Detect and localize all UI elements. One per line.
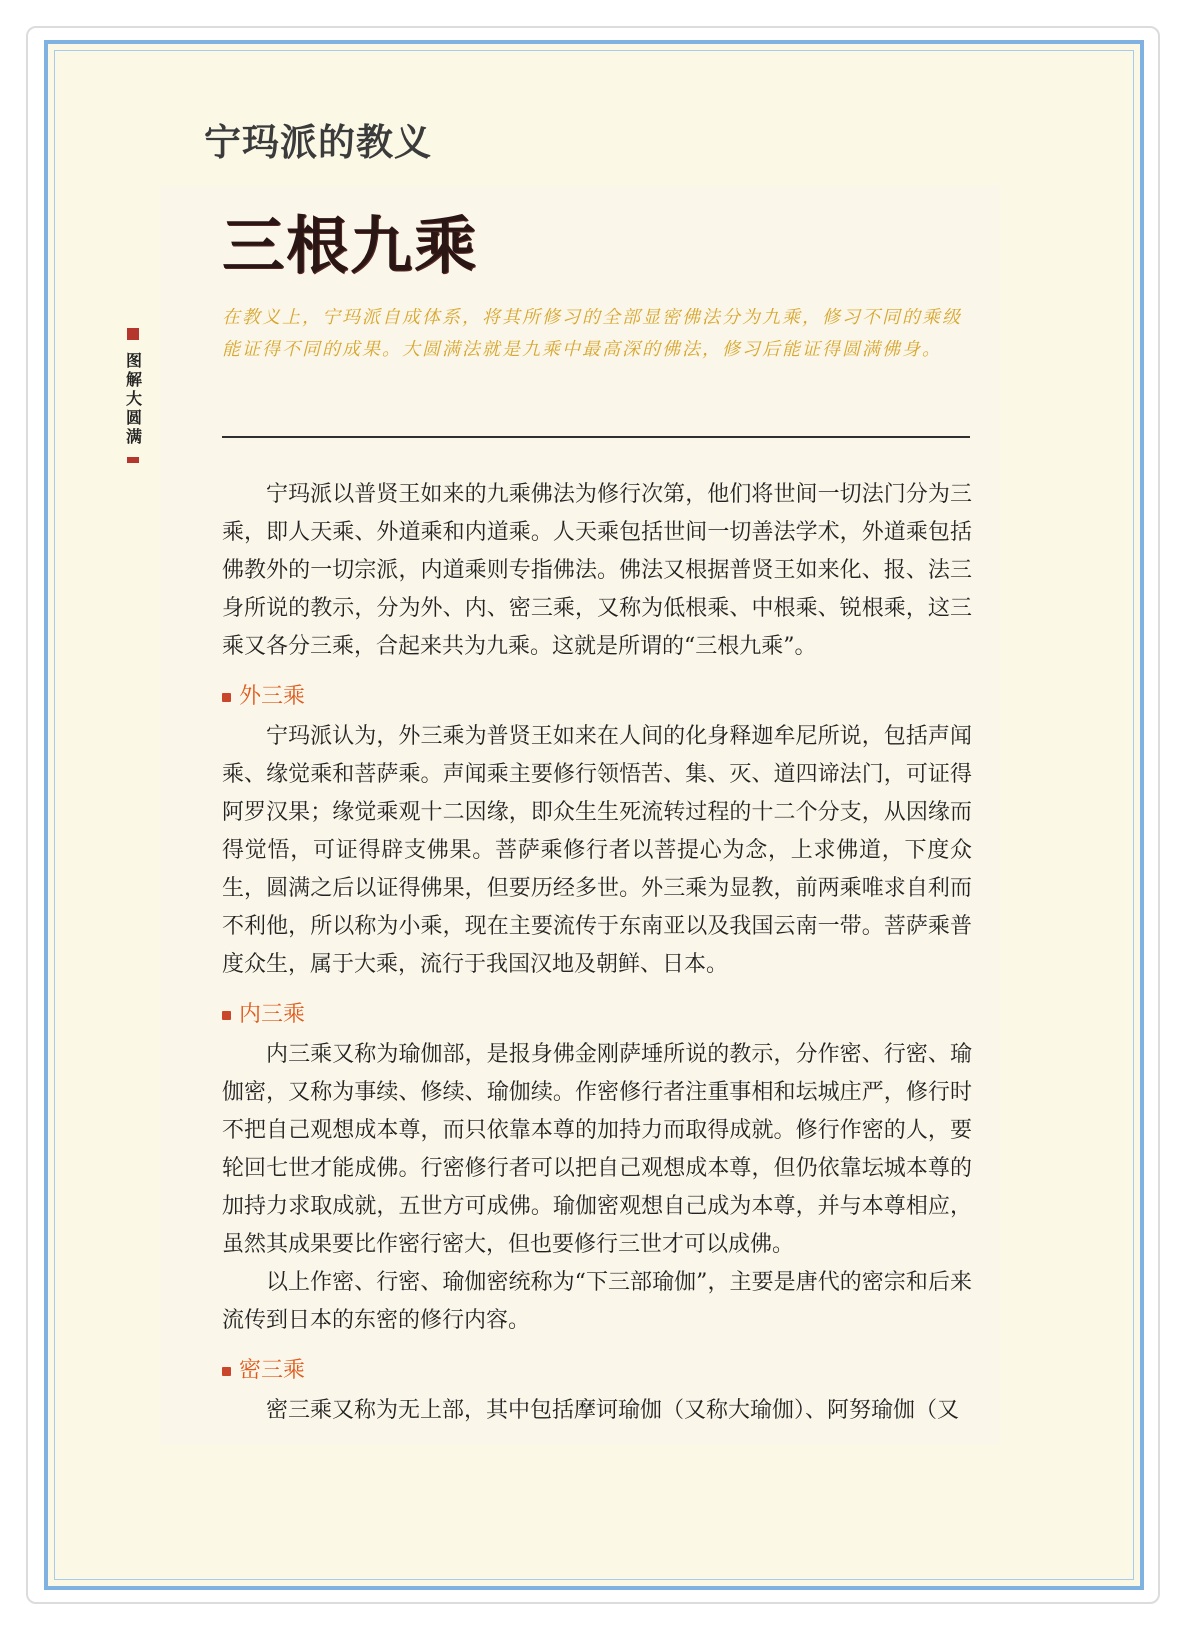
side-tab-end-icon: [127, 457, 139, 463]
section-heading-label: 外三乘: [239, 684, 306, 709]
body-content: [222, 476, 972, 1430]
square-bullet-icon: [222, 1367, 231, 1376]
section-heading-outer: [222, 680, 972, 714]
intro-summary: 在教义上，宁玛派自成体系，将其所修习的全部显密佛法分为九乘，修习不同的乘级能证得不同的成果。大圆满法就是九乘中最高深的佛法，修习后能证得圆满佛身。: [222, 307, 962, 360]
section-heading-label: 密三乘: [239, 1358, 306, 1383]
square-bullet-icon: [222, 1011, 231, 1020]
page-title: 三根九乘: [222, 209, 479, 282]
side-tab-mark-icon: [127, 328, 139, 340]
divider-line: [222, 436, 970, 438]
section-heading-inner: [222, 998, 972, 1032]
paragraph: 宁玛派认为，外三乘为普贤王如来在人间的化身释迦牟尼所说，包括声闻乘、缘觉乘和菩萨乘。声闻乘主要修行领悟苦、集、灭、道四谛法门，可证得阿罗汉果；缘觉乘观十二因缘，即众生生死流转过程的十二个分支，从因缘而得觉悟，可证得辟支佛果。菩萨乘修行者以菩提心为念，上求佛道，下度众生，圆满之后以证得佛果，但要历经多世。外三乘为显教，前两乘唯求自利而不利他，所以称为小乘，现在主要流传于东南亚以及我国云南一带。菩萨乘普度众生，属于大乘，流行于我国汉地及朝鲜、日本。: [222, 724, 972, 977]
section-heading-secret: [222, 1354, 972, 1388]
chapter-title: 宁玛派的教义: [204, 121, 432, 164]
paragraph-intro: 宁玛派以普贤王如来的九乘佛法为修行次第，他们将世间一切法门分为三乘，即人天乘、外道乘和内道乘。人天乘包括世间一切善法学术，外道乘包括佛教外的一切宗派，内道乘则专指佛法。佛法又根据普贤王如来化、报、法三身所说的教示，分为外、内、密三乘，又称为低根乘、中根乘、锐根乘，这三乘又各分三乘，合起来共为九乘。这就是所谓的“三根九乘”。: [222, 482, 972, 659]
side-tab: [124, 328, 142, 463]
paragraph: 以上作密、行密、瑜伽密统称为“下三部瑜伽”，主要是唐代的密宗和后来流传到日本的东密的修行内容。: [222, 1270, 972, 1333]
side-tab-label: 图解大圆满: [123, 352, 143, 447]
square-bullet-icon: [222, 693, 231, 702]
section-heading-label: 内三乘: [239, 1002, 306, 1027]
paragraph: 密三乘又称为无上部，其中包括摩诃瑜伽（又称大瑜伽）、阿努瑜伽（又: [266, 1398, 960, 1423]
paragraph: 内三乘又称为瑜伽部，是报身佛金刚萨埵所说的教示，分作密、行密、瑜伽密，又称为事续、修续、瑜伽续。作密修行者注重事相和坛城庄严，修行时不把自己观想成本尊，而只依靠本尊的加持力而取得成就。修行作密的人，要轮回七世才能成佛。行密修行者可以把自己观想成本尊，但仍依靠坛城本尊的加持力求取成就，五世方可成佛。瑜伽密观想自己成为本尊，并与本尊相应，虽然其成果要比作密行密大，但也要修行三世才可以成佛。: [222, 1042, 972, 1257]
